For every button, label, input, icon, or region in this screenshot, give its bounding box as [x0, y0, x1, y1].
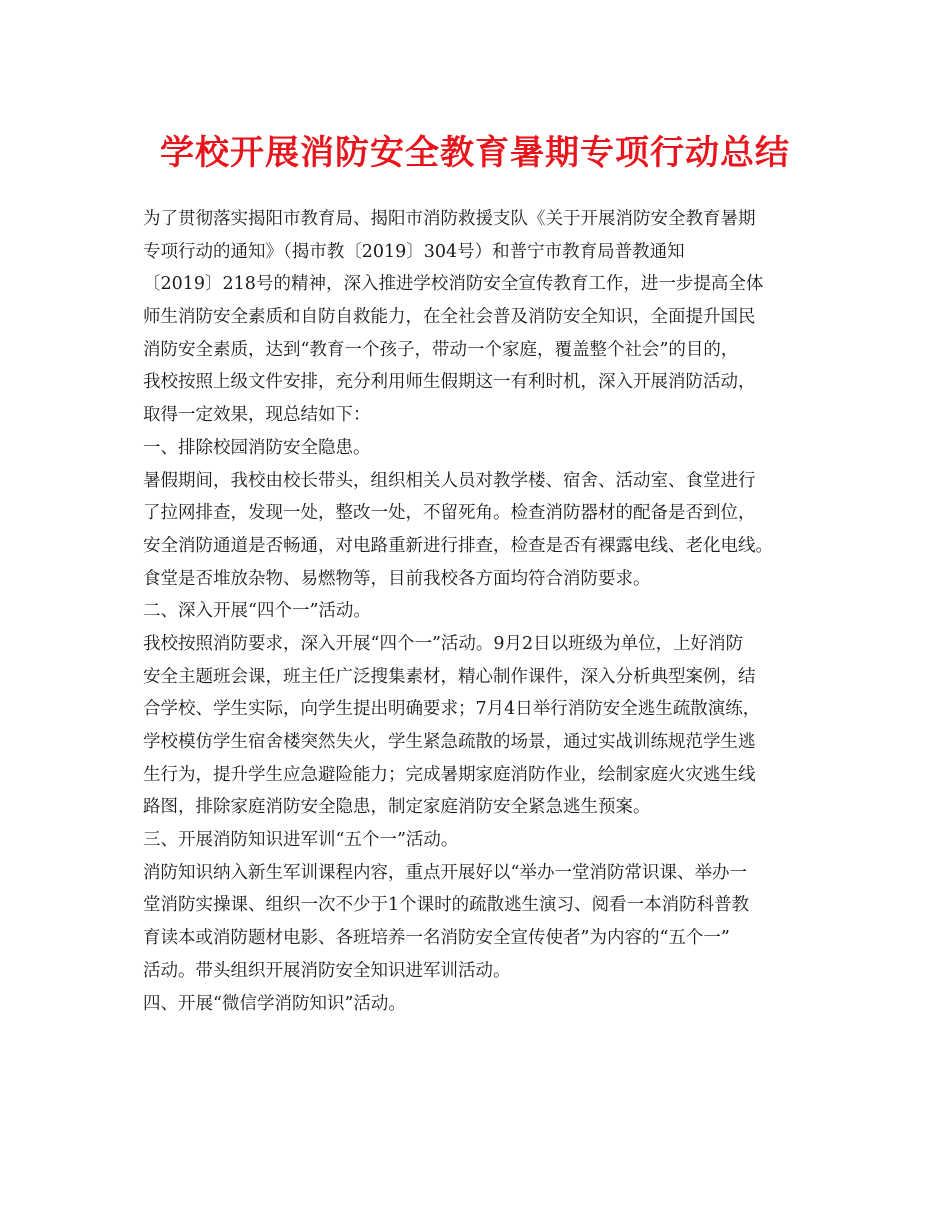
- body-line: 食堂是否堆放杂物、易燃物等，目前我校各方面均符合消防要求。: [143, 568, 651, 589]
- body-line: 路图，排除家庭消防安全隐患，制定家庭消防安全紧急逃生预案。: [143, 797, 651, 818]
- body-line: 暑假期间，我校由校长带头，组织相关人员对教学楼、宿舍、活动室、食堂进行: [143, 470, 756, 491]
- body-line: 四、开展“微信学消防知识”活动。: [143, 993, 406, 1014]
- body-line: 学校模仿学生宿舍楼突然失火，学生紧急疏散的场景，通过实战训练规范学生逃: [143, 732, 756, 752]
- document-title: 学校开展消防安全教育暑期专项行动总结: [160, 133, 790, 173]
- body-line: 消防安全素质，达到“教育一个孩子，带动一个家庭，覆盖整个社会”的目的，: [143, 339, 739, 360]
- body-line: 我校按照消防要求，深入开展“四个一”活动。9月2日以班级为单位，上好消防: [143, 633, 744, 654]
- body-line: 合学校、学生实际，向学生提出明确要求；7月4日举行消防安全逃生疏散演练，: [143, 699, 761, 720]
- body-line: 取得一定效果，现总结如下：: [143, 405, 371, 426]
- body-line: 为了贯彻落实揭阳市教育局、揭阳市消防救援支队《关于开展消防安全教育暑期: [143, 209, 756, 229]
- body-line: 我校按照上级文件安排，充分利用师生假期这一有利时机，深入开展消防活动，: [143, 372, 756, 393]
- body-line: 师生消防安全素质和自防自救能力，在全社会普及消防安全知识，全面提升国民: [143, 307, 756, 328]
- document-body: [143, 203, 813, 1020]
- body-line: 消防知识纳入新生军训课程内容，重点开展好以“举办一堂消防常识课、举办一: [143, 862, 747, 883]
- body-line: 安全主题班会课，班主任广泛搜集素材，精心制作课件，深入分析典型案例，结: [143, 666, 756, 687]
- body-line: 育读本或消防题材电影、各班培养一名消防安全宣传使者”为内容的“五个一”: [143, 928, 730, 949]
- body-line: 安全消防通道是否畅通，对电路重新进行排查，检查是否有裸露电线、老化电线。: [143, 535, 773, 556]
- body-line: 一、排除校园消防安全隐患。: [143, 437, 371, 458]
- body-line: 生行为，提升学生应急避险能力；完成暑期家庭消防作业，绘制家庭火灾逃生线: [143, 764, 756, 785]
- body-line: 堂消防实操课、组织一次不少于1个课时的疏散逃生演习、阅看一本消防科普教: [143, 895, 750, 916]
- body-line: 了拉网排查，发现一处，整改一处，不留死角。检查消防器材的配备是否到位，: [143, 503, 756, 524]
- body-line: 活动。带头组织开展消防安全知识进军训活动。: [143, 960, 511, 981]
- body-line: 〔2019〕218号的精神，深入推进学校消防安全宣传教育工作，进一步提高全体: [143, 274, 764, 295]
- body-line: 二、深入开展“四个一”活动。: [143, 601, 371, 622]
- body-line: 专项行动的通知》（揭市教〔2019〕304号）和普宁市教育局普教通知: [143, 241, 685, 262]
- body-line: 三、开展消防知识进军训“五个一”活动。: [143, 830, 459, 851]
